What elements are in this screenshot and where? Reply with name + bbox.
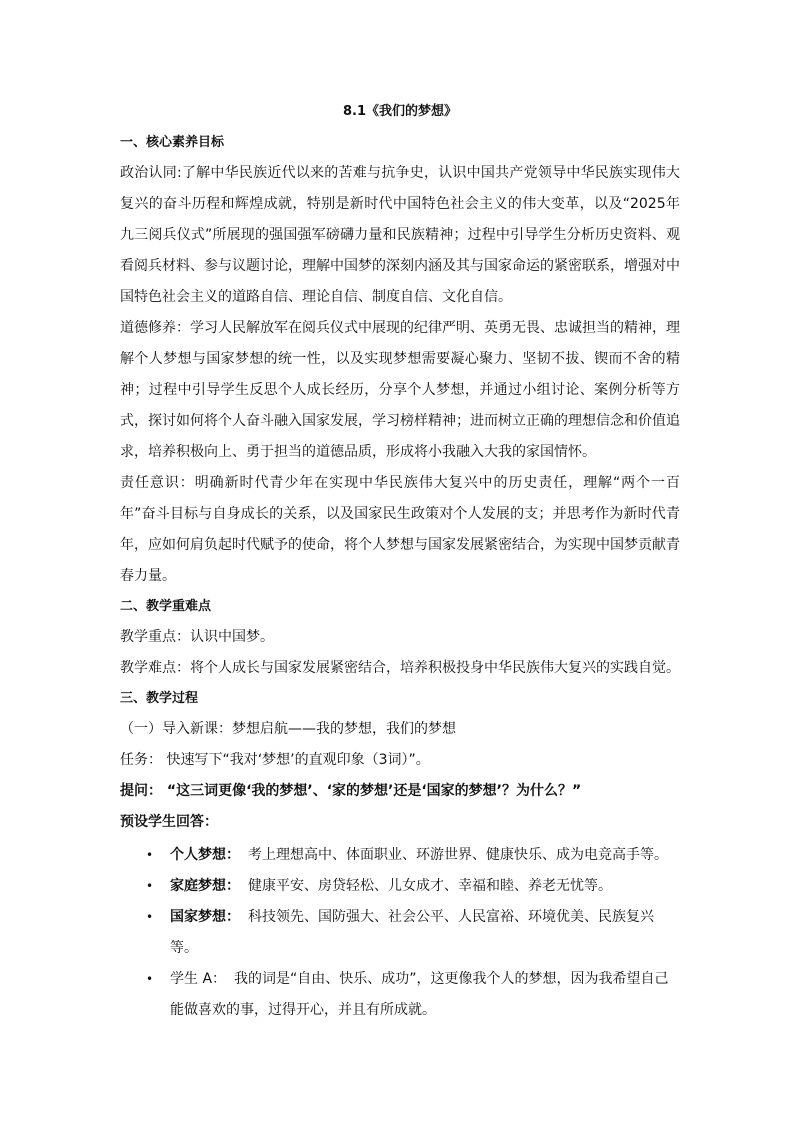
paragraph-text: 明确新时代青少年在实现中华民族伟大复兴中的历史责任，理解“两个一百年”奋斗目标与自身成长的关系，以及国家民生政策对个人发展的支；并思考作为新时代青年，应如何肩负起时代赋予的使命，将个人梦想与国家发展紧密结合，为实现中国梦贡献青春力量。 — [120, 475, 680, 584]
preset-answers-heading: 预设学生回答： — [120, 814, 218, 830]
difficult-point: 教学难点：将个人成长与国家发展紧密结合，培养积极投身中华民族伟大复兴的实践自觉。 — [120, 660, 680, 676]
answer-text: 健康平安、房贷轻松、儿女成才、幸福和睦、养老无忧等。 — [248, 878, 612, 894]
section-heading-keypoints: 二、教学重难点 — [120, 599, 212, 614]
answer-term: 家庭梦想： — [170, 878, 240, 894]
paragraph-text: 了解中华民族近代以来的苦难与抗争史，认识中国共产党领导中华民族实现伟大复兴的奋斗历程和辉煌成就，特别是新时代中国特色社会主义的伟大变革，以及“2025年九三阅兵仪式”所展现的强国强军磅礴力量和民族精神；过程中引导学生分析历史资料、观看阅兵材料、参与议题讨论，理解中国梦的深刻内涵及其与国家命运的紧密联系，增强对中国特色社会主义的道路自信、理论自信、制度自信、文化自信。 — [120, 165, 680, 305]
list-item — [120, 964, 680, 1026]
document-page — [120, 100, 680, 1026]
paragraph-label: 道德修养： — [120, 320, 190, 336]
answer-text: 科技领先、国防强大、社会公平、人民富裕、环境优美、民族复兴等。 — [170, 909, 654, 956]
document-title: 8.1《我们的梦想》 — [342, 104, 458, 119]
answer-term: 个人梦想： — [170, 847, 240, 863]
answer-text: 考上理想高中、体面职业、环游世界、健康快乐、成为电竞高手等。 — [248, 847, 668, 863]
answer-text: 我的词是“自由、快乐、成功”，这更像我个人的梦想，因为我希望自己能做喜欢的事，过得开心，并且有所成就。 — [170, 971, 669, 1018]
section-heading-goals: 一、核心素养目标 — [120, 135, 225, 150]
paragraph-political — [120, 158, 680, 313]
answer-term: 国家梦想： — [170, 909, 240, 925]
bullet-icon: • — [146, 972, 154, 986]
answer-term: 学生 A： — [170, 971, 227, 987]
paragraph-label: 责任意识： — [120, 475, 195, 491]
paragraph-label: 政治认同: — [120, 165, 182, 181]
list-item — [120, 902, 680, 964]
list-item — [120, 840, 680, 871]
answer-list — [120, 840, 680, 1026]
question-line: 提问： “这三词更像‘我的梦想’、‘家的梦想’还是‘国家的梦想’？为什么？” — [120, 783, 582, 799]
bullet-icon: • — [146, 879, 154, 893]
section-heading-process: 三、教学过程 — [120, 691, 199, 706]
paragraph-responsibility — [120, 468, 680, 592]
key-point: 教学重点：认识中国梦。 — [120, 629, 274, 645]
bullet-icon: • — [146, 848, 154, 862]
task-line: 任务： 快速写下“我对‘梦想’的直观印象（3词）”。 — [120, 752, 430, 768]
paragraph-moral — [120, 313, 680, 468]
bullet-icon: • — [146, 910, 154, 924]
intro-line: （一）导入新课：梦想启航——我的梦想，我们的梦想 — [120, 721, 456, 737]
list-item — [120, 871, 680, 902]
paragraph-text: 学习人民解放军在阅兵仪式中展现的纪律严明、英勇无畏、忠诚担当的精神，理解个人梦想与国家梦想的统一性，以及实现梦想需要凝心聚力、坚韧不拔、锲而不舍的精神；过程中引导学生反思个人成长经历，分享个人梦想，并通过小组讨论、案例分析等方式，探讨如何将个人奋斗融入国家发展，学习榜样精神；进而树立正确的理想信念和价值追求，培养积极向上、勇于担当的道德品质，形成将小我融入大我的家国情怀。 — [120, 320, 680, 460]
